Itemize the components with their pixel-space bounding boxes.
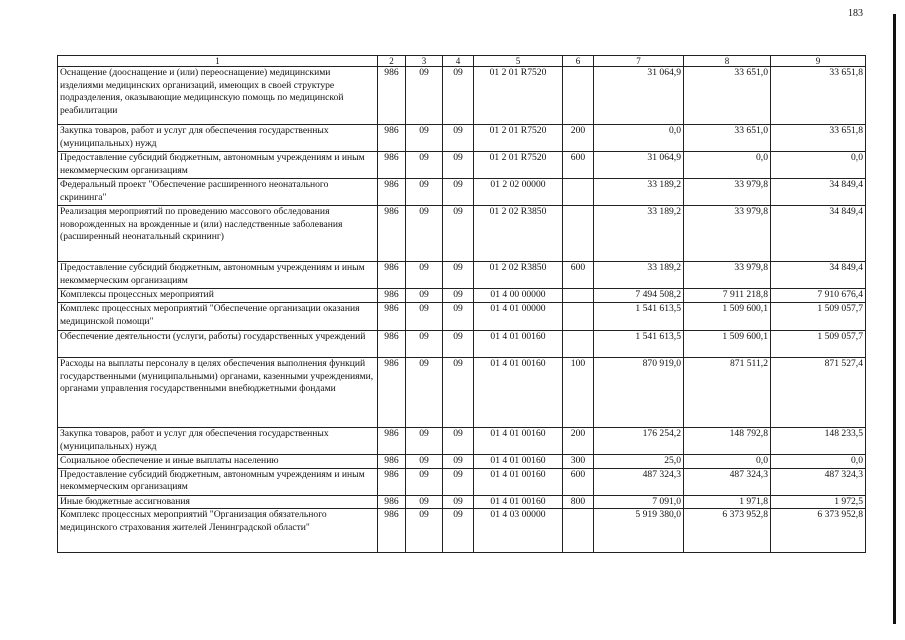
cell-section: 09 [406,289,443,303]
cell-expense-type: 800 [563,495,594,509]
cell-subsection: 09 [443,303,474,331]
cell-expense-type: 600 [563,262,594,289]
cell-subsection: 09 [443,125,474,152]
row-description: Реализация мероприятий по проведению массового обследования новорожденных на врожденные и (или) наследственные заболевания (расширенный неонатальный скрининг) [58,206,378,262]
cell-amount-year3: 34 849,4 [771,206,866,262]
column-header: 3 [406,56,443,67]
cell-amount-year2: 0,0 [684,455,771,469]
cell-amount-year2: 0,0 [684,152,771,179]
cell-amount-year1: 25,0 [594,455,684,469]
row-description: Иные бюджетные ассигнования [58,495,378,509]
row-description: Федеральный проект "Обеспечение расширенного неонатального скрининга" [58,179,378,206]
row-description: Расходы на выплаты персоналу в целях обеспечения выполнения функций государственными (муниципальными) органами, казенными учреждениями, органами управления государственными внебюджетными фондами [58,358,378,428]
cell-amount-year2: 1 509 600,1 [684,331,771,358]
cell-target-article: 01 4 01 00160 [474,495,563,509]
cell-grbs: 986 [378,262,406,289]
cell-section: 09 [406,468,443,495]
page-number: 183 [848,8,863,19]
cell-section: 09 [406,428,443,455]
cell-grbs: 986 [378,67,406,125]
cell-target-article: 01 4 01 00000 [474,303,563,331]
cell-expense-type [563,67,594,125]
table-row [58,455,866,469]
cell-target-article: 01 4 01 00160 [474,468,563,495]
cell-target-article: 01 2 02 R3850 [474,262,563,289]
cell-expense-type [563,179,594,206]
cell-grbs: 986 [378,509,406,553]
column-header: 1 [58,56,378,67]
cell-subsection: 09 [443,468,474,495]
table-row [58,468,866,495]
cell-target-article: 01 4 01 00160 [474,428,563,455]
cell-amount-year3: 1 972,5 [771,495,866,509]
row-description: Обеспечение деятельности (услуги, работы) государственных учреждений [58,331,378,358]
cell-amount-year3: 487 324,3 [771,468,866,495]
cell-target-article: 01 4 01 00160 [474,455,563,469]
cell-section: 09 [406,331,443,358]
cell-amount-year2: 33 651,0 [684,125,771,152]
cell-amount-year1: 487 324,3 [594,468,684,495]
cell-amount-year2: 33 979,8 [684,262,771,289]
cell-expense-type: 300 [563,455,594,469]
cell-amount-year1: 33 189,2 [594,179,684,206]
cell-section: 09 [406,179,443,206]
column-header: 2 [378,56,406,67]
cell-grbs: 986 [378,206,406,262]
table-row [58,152,866,179]
cell-subsection: 09 [443,67,474,125]
cell-subsection: 09 [443,289,474,303]
cell-amount-year2: 33 651,0 [684,67,771,125]
column-header: 7 [594,56,684,67]
row-description: Социальное обеспечение и иные выплаты населению [58,455,378,469]
row-description: Предоставление субсидий бюджетным, автономным учреждениям и иным некоммерческим организациям [58,152,378,179]
table-row [58,125,866,152]
cell-amount-year2: 148 792,8 [684,428,771,455]
cell-amount-year2: 487 324,3 [684,468,771,495]
cell-subsection: 09 [443,152,474,179]
cell-target-article: 01 2 01 R7520 [474,152,563,179]
cell-subsection: 09 [443,428,474,455]
header-row [58,56,866,67]
cell-section: 09 [406,152,443,179]
cell-grbs: 986 [378,179,406,206]
row-description: Комплекс процессных мероприятий "Обеспечение организации оказания медицинской помощи" [58,303,378,331]
table-row [58,509,866,553]
cell-grbs: 986 [378,152,406,179]
row-description: Комплексы процессных мероприятий [58,289,378,303]
cell-amount-year2: 33 979,8 [684,206,771,262]
cell-amount-year1: 7 494 508,2 [594,289,684,303]
cell-target-article: 01 2 02 00000 [474,179,563,206]
cell-grbs: 986 [378,468,406,495]
cell-subsection: 09 [443,262,474,289]
cell-amount-year3: 148 233,5 [771,428,866,455]
cell-amount-year3: 1 509 057,7 [771,331,866,358]
cell-section: 09 [406,455,443,469]
cell-amount-year2: 871 511,2 [684,358,771,428]
row-description: Оснащение (дооснащение и (или) переоснащение) медицинскими изделиями медицинских организаций, имеющих в своей структуре подразделения, оказывающие медицинскую помощь по медицинской реабилитации [58,67,378,125]
cell-amount-year1: 870 919,0 [594,358,684,428]
cell-amount-year3: 34 849,4 [771,262,866,289]
cell-target-article: 01 4 03 00000 [474,509,563,553]
column-header: 4 [443,56,474,67]
cell-section: 09 [406,509,443,553]
cell-amount-year3: 34 849,4 [771,179,866,206]
table-row [58,289,866,303]
cell-subsection: 09 [443,206,474,262]
cell-grbs: 986 [378,428,406,455]
page-edge-rule [893,14,896,624]
cell-expense-type: 600 [563,468,594,495]
cell-section: 09 [406,262,443,289]
cell-subsection: 09 [443,358,474,428]
cell-expense-type [563,331,594,358]
cell-expense-type: 600 [563,152,594,179]
cell-target-article: 01 2 01 R7520 [474,67,563,125]
cell-amount-year1: 31 064,9 [594,152,684,179]
column-header: 8 [684,56,771,67]
cell-amount-year3: 871 527,4 [771,358,866,428]
cell-amount-year3: 33 651,8 [771,67,866,125]
cell-target-article: 01 2 01 R7520 [474,125,563,152]
cell-expense-type [563,509,594,553]
cell-amount-year2: 6 373 952,8 [684,509,771,553]
cell-amount-year1: 31 064,9 [594,67,684,125]
cell-subsection: 09 [443,495,474,509]
table-row [58,495,866,509]
cell-amount-year1: 1 541 613,5 [594,331,684,358]
row-description: Комплекс процессных мероприятий "Организация обязательного медицинского страхования жителей Ленинградской области" [58,509,378,553]
cell-target-article: 01 4 01 00160 [474,331,563,358]
cell-grbs: 986 [378,495,406,509]
row-description: Закупка товаров, работ и услуг для обеспечения государственных (муниципальных) нужд [58,125,378,152]
cell-grbs: 986 [378,125,406,152]
cell-expense-type: 200 [563,125,594,152]
row-description: Предоставление субсидий бюджетным, автономным учреждениям и иным некоммерческим организациям [58,262,378,289]
cell-expense-type [563,303,594,331]
cell-section: 09 [406,358,443,428]
cell-amount-year3: 0,0 [771,455,866,469]
table-row [58,428,866,455]
cell-section: 09 [406,67,443,125]
cell-amount-year3: 7 910 676,4 [771,289,866,303]
table-row [58,179,866,206]
cell-amount-year2: 33 979,8 [684,179,771,206]
column-header: 6 [563,56,594,67]
cell-grbs: 986 [378,358,406,428]
table-row [58,67,866,125]
cell-amount-year1: 33 189,2 [594,262,684,289]
cell-grbs: 986 [378,303,406,331]
cell-section: 09 [406,125,443,152]
cell-grbs: 986 [378,289,406,303]
table-row [58,358,866,428]
cell-section: 09 [406,303,443,331]
cell-amount-year3: 6 373 952,8 [771,509,866,553]
cell-target-article: 01 4 01 00160 [474,358,563,428]
cell-section: 09 [406,495,443,509]
cell-subsection: 09 [443,509,474,553]
cell-section: 09 [406,206,443,262]
cell-subsection: 09 [443,331,474,358]
cell-amount-year3: 0,0 [771,152,866,179]
table-body [58,67,866,553]
cell-expense-type [563,206,594,262]
table-row [58,303,866,331]
cell-expense-type: 100 [563,358,594,428]
cell-amount-year1: 176 254,2 [594,428,684,455]
cell-amount-year1: 5 919 380,0 [594,509,684,553]
cell-amount-year1: 33 189,2 [594,206,684,262]
cell-amount-year2: 1 509 600,1 [684,303,771,331]
cell-expense-type [563,289,594,303]
cell-amount-year2: 1 971,8 [684,495,771,509]
row-description: Предоставление субсидий бюджетным, автономным учреждениям и иным некоммерческим организациям [58,468,378,495]
cell-target-article: 01 4 00 00000 [474,289,563,303]
cell-amount-year3: 1 509 057,7 [771,303,866,331]
column-header: 5 [474,56,563,67]
row-description: Закупка товаров, работ и услуг для обеспечения государственных (муниципальных) нужд [58,428,378,455]
cell-grbs: 986 [378,331,406,358]
table-row [58,206,866,262]
table-row [58,262,866,289]
cell-target-article: 01 2 02 R3850 [474,206,563,262]
cell-amount-year1: 7 091,0 [594,495,684,509]
budget-table [57,55,866,553]
cell-amount-year1: 0,0 [594,125,684,152]
cell-subsection: 09 [443,179,474,206]
cell-amount-year2: 7 911 218,8 [684,289,771,303]
column-header: 9 [771,56,866,67]
cell-amount-year3: 33 651,8 [771,125,866,152]
cell-subsection: 09 [443,455,474,469]
cell-grbs: 986 [378,455,406,469]
cell-amount-year1: 1 541 613,5 [594,303,684,331]
cell-expense-type: 200 [563,428,594,455]
table-row [58,331,866,358]
